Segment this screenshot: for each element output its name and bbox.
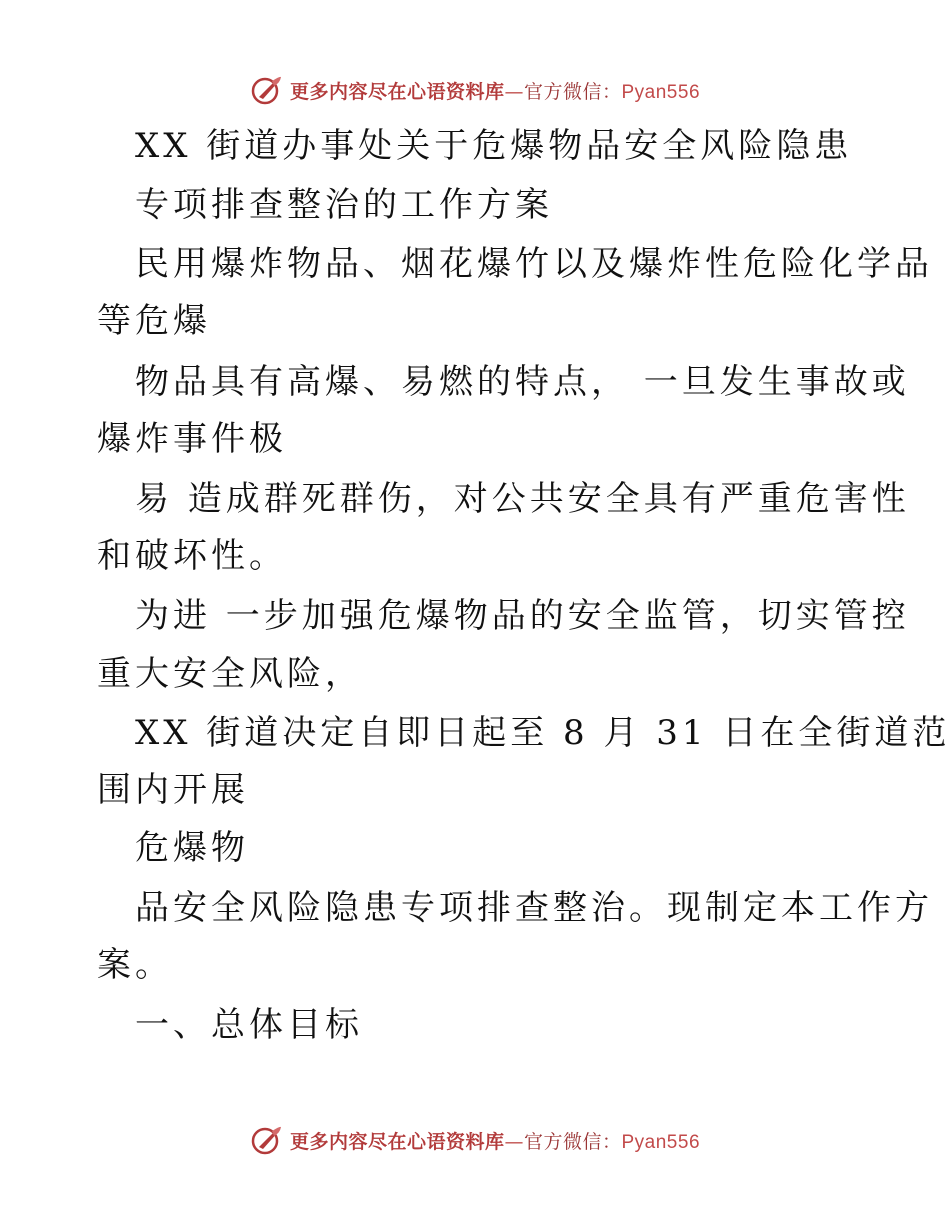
- banner-separator: —: [504, 1130, 524, 1153]
- footer-banner: [0, 1120, 950, 1160]
- banner-main-text: 更多内容尽在心语资料库: [289, 80, 505, 103]
- paragraph-line: 案。: [97, 945, 173, 985]
- section-heading: 一、总体目标: [135, 1005, 363, 1045]
- paragraph-line: 危爆物: [135, 828, 249, 868]
- banner-wechat-id: Pyan556: [621, 1131, 701, 1153]
- document-title-line-2: 专项排查整治的工作方案: [135, 185, 553, 225]
- paragraph-line: 物品具有高爆、易燃的特点， 一旦发生事故或: [135, 362, 910, 402]
- paragraph-line: 爆炸事件极: [97, 419, 287, 459]
- banner-wechat-label: 官方微信：: [523, 1130, 622, 1153]
- paragraph-line: 为进 一步加强危爆物品的安全监管，切实管控: [135, 596, 910, 636]
- paragraph-line: 民用爆炸物品、烟花爆竹以及爆炸性危险化学品: [135, 244, 933, 284]
- document-title-line-1: XX 街道办事处关于危爆物品安全风险隐患: [135, 126, 853, 166]
- paragraph-line: XX 街道决定自即日起至 8 月 31 日在全街道范: [135, 713, 950, 753]
- paragraph-line: 品安全风险隐患专项排查整治。现制定本工作方: [135, 888, 933, 928]
- paragraph-line: 和破坏性。: [97, 536, 287, 576]
- banner-wechat-label: 官方微信：: [523, 80, 622, 103]
- banner-text: [290, 1127, 700, 1154]
- paragraph-line: 等危爆: [97, 301, 211, 341]
- paragraph-line: 易 造成群死群伤，对公共安全具有严重危害性: [135, 479, 910, 519]
- feather-logo-icon: [250, 1123, 284, 1157]
- banner-separator: —: [504, 80, 524, 103]
- banner-main-text: 更多内容尽在心语资料库: [289, 1130, 505, 1153]
- paragraph-line: 重大安全风险，: [97, 654, 363, 694]
- banner-wechat-id: Pyan556: [621, 81, 701, 103]
- paragraph-line: 围内开展: [97, 770, 249, 810]
